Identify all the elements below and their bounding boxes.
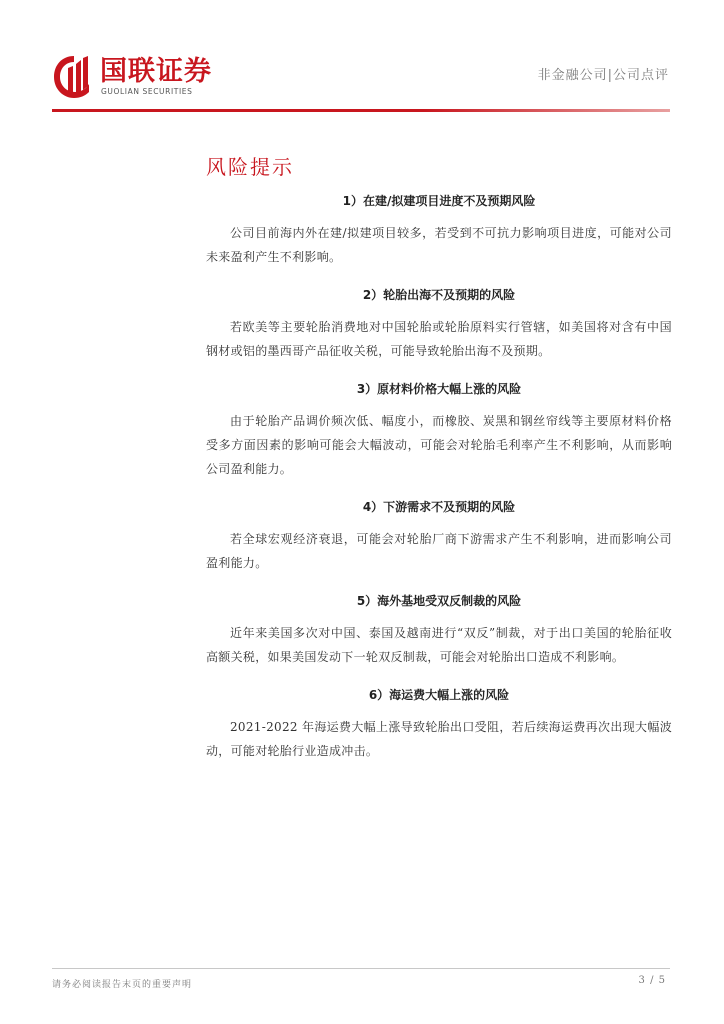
risk-item — [206, 496, 672, 575]
risk-item — [206, 190, 672, 269]
risk-title: 6）海运费大幅上涨的风险 — [368, 688, 510, 702]
logo-chinese-name: 国联证券 — [100, 56, 212, 87]
risk-body: 2021-2022 年海运费大幅上涨导致轮胎出口受阻，若后续海运费再次出现大幅波动，可能对轮胎行业造成冲击。 — [206, 720, 672, 758]
risk-list — [206, 190, 672, 778]
risk-item — [206, 590, 672, 669]
risk-title: 1）在建/拟建项目进度不及预期风险 — [342, 194, 536, 208]
risk-item — [206, 378, 672, 481]
risk-body: 近年来美国多次对中国、泰国及越南进行“双反”制裁，对于出口美国的轮胎征收高额关税，如果美国发动下一轮双反制裁，可能会对轮胎出口造成不利影响。 — [206, 626, 672, 664]
company-logo — [52, 54, 232, 100]
risk-title: 3）原材料价格大幅上涨的风险 — [356, 382, 522, 396]
risk-body: 若全球宏观经济衰退，可能会对轮胎厂商下游需求产生不利影响，进而影响公司盈利能力。 — [206, 532, 672, 570]
risk-title: 2）轮胎出海不及预期的风险 — [362, 288, 516, 302]
page-number: 3 / 5 — [638, 975, 666, 986]
risk-body: 公司目前海内外在建/拟建项目较多，若受到不可抗力影响项目进度，可能对公司未来盈利产生不利影响。 — [206, 226, 672, 264]
logo-english-name: GUOLIAN SECURITIES — [101, 87, 193, 96]
guolian-logo-icon — [52, 54, 96, 100]
page-header — [0, 0, 724, 118]
risk-body: 由于轮胎产品调价频次低、幅度小，而橡胶、炭黑和钢丝帘线等主要原材料价格受多方面因素的影响可能会大幅波动，可能会对轮胎毛利率产生不利影响，从而影响公司盈利能力。 — [206, 414, 672, 476]
risk-item — [206, 284, 672, 363]
header-divider — [52, 109, 670, 112]
risk-body: 若欧美等主要轮胎消费地对中国轮胎或轮胎原料实行管辖，如美国将对含有中国钢材或铝的墨西哥产品征收关税，可能导致轮胎出海不及预期。 — [206, 320, 672, 358]
footer-divider — [52, 968, 670, 969]
risk-item — [206, 684, 672, 763]
risk-title: 4）下游需求不及预期的风险 — [362, 500, 516, 514]
risk-title: 5）海外基地受双反制裁的风险 — [356, 594, 522, 608]
section-title: 风险提示 — [206, 155, 294, 179]
footer-disclaimer: 请务必阅读报告末页的重要声明 — [52, 980, 193, 990]
document-type: 非金融公司|公司点评 — [537, 68, 669, 83]
